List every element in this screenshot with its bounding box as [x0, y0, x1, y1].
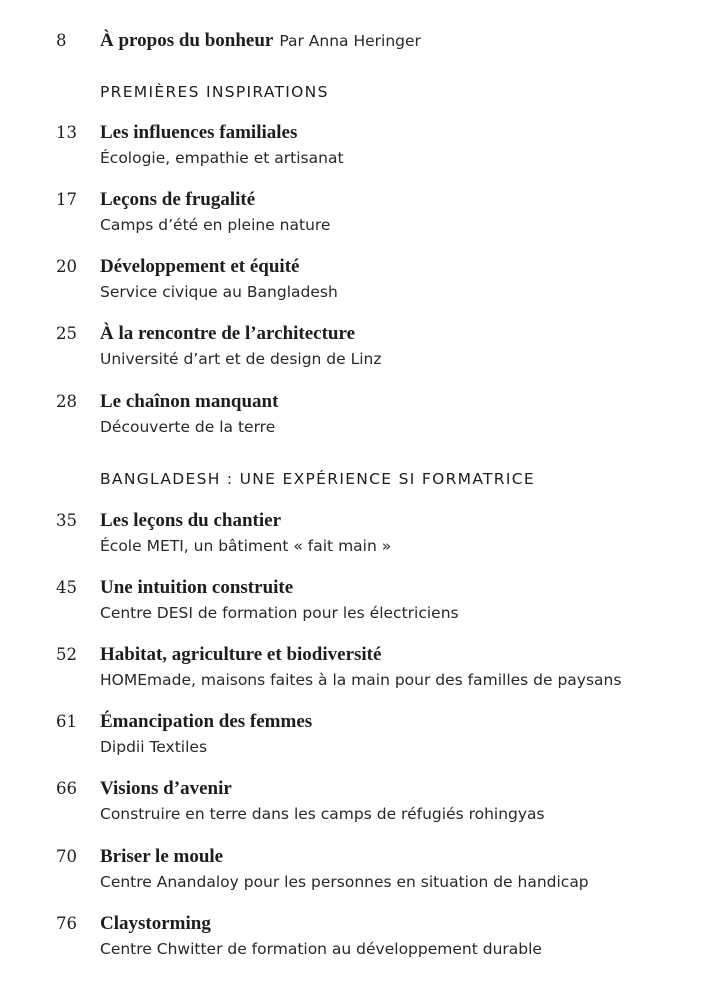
entry-subtitle: HOMEmade, maisons faites à la main pour des familles de paysans	[100, 671, 622, 689]
entry-subtitle: Centre DESI de formation pour les électriciens	[100, 604, 459, 622]
entry-subtitle: Centre Anandaloy pour les personnes en situation de handicap	[100, 873, 589, 891]
page-number: 13	[56, 123, 77, 142]
entry-subtitle: École METI, un bâtiment « fait main »	[100, 537, 392, 555]
entry-title: À la rencontre de l’architecture	[100, 323, 356, 344]
page-number: 52	[56, 645, 77, 664]
page-number: 70	[56, 847, 77, 866]
entry-subtitle: Centre Chwitter de formation au développement durable	[100, 940, 542, 958]
section-heading-text: PREMIÈRES INSPIRATIONS	[100, 83, 329, 101]
entry-title: Visions d’avenir	[100, 778, 232, 799]
entry-subtitle: Construire en terre dans les camps de réfugiés rohingyas	[100, 805, 545, 823]
page-number: 20	[56, 257, 77, 276]
entry-title: Claystorming	[100, 913, 211, 934]
entry-subtitle: Université d’art et de design de Linz	[100, 350, 382, 368]
page-number: 45	[56, 578, 77, 597]
page-number: 35	[56, 511, 77, 530]
entry-subtitle: Écologie, empathie et artisanat	[100, 149, 344, 167]
entry-subtitle: Service civique au Bangladesh	[100, 283, 338, 301]
page-number: 61	[56, 712, 77, 731]
entry-title-text: À propos du bonheur	[100, 30, 274, 51]
entry-title: Les influences familiales	[100, 122, 298, 143]
entry-title	[100, 30, 421, 52]
page-number: 66	[56, 779, 77, 798]
page-number: 25	[56, 324, 77, 343]
entry-subtitle: Camps d’été en pleine nature	[100, 216, 331, 234]
entry-title: Émancipation des femmes	[100, 711, 313, 732]
entry-title: Les leçons du chantier	[100, 510, 282, 531]
entry-title: Habitat, agriculture et biodiversité	[100, 644, 382, 665]
page-number: 28	[56, 392, 77, 411]
page-number: 8	[56, 31, 67, 50]
entry-title: Briser le moule	[100, 846, 224, 867]
entry-subtitle: Découverte de la terre	[100, 418, 276, 436]
page-number: 76	[56, 914, 77, 933]
entry-title: Leçons de frugalité	[100, 189, 256, 210]
page-number: 17	[56, 190, 77, 209]
entry-author: Par Anna Heringer	[279, 32, 421, 50]
entry-subtitle: Dipdii Textiles	[100, 738, 208, 756]
entry-title: Une intuition construite	[100, 577, 294, 598]
section-heading-text: BANGLADESH : UNE EXPÉRIENCE SI FORMATRICE	[100, 470, 535, 488]
entry-title: Développement et équité	[100, 256, 300, 277]
entry-title: Le chaînon manquant	[100, 391, 279, 412]
